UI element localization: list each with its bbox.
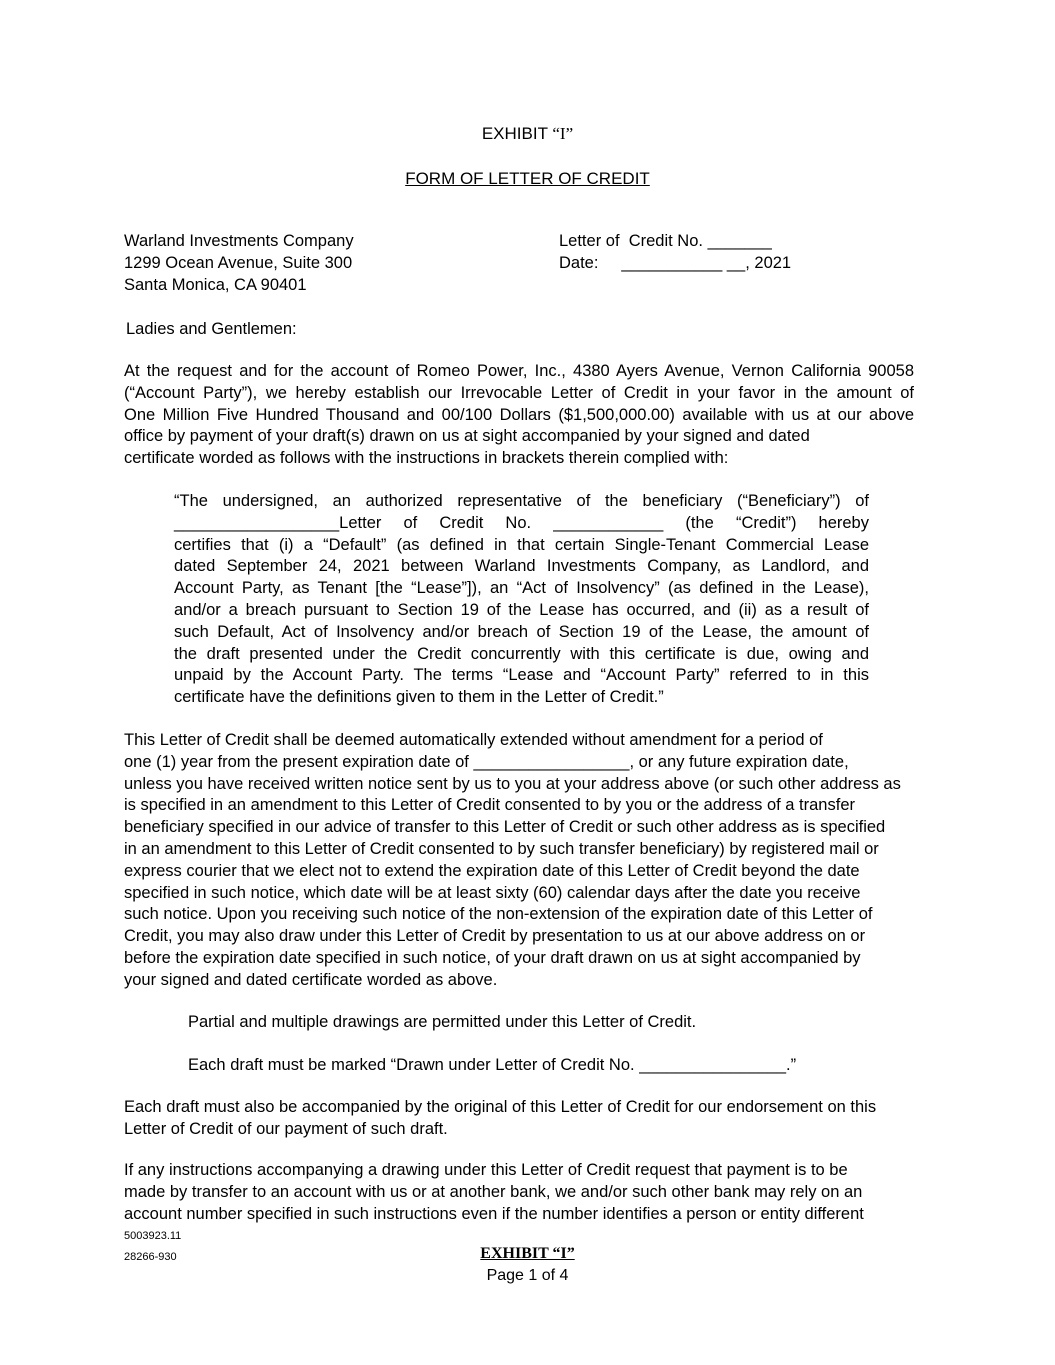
text-line: If any instructions accompanying a drawing under this Letter of Credit request that payment is to be — [124, 1161, 848, 1179]
text-line: certifies that (i) a “Default” (as defined in that certain Single-Tenant Commercial Lease — [174, 535, 869, 554]
text-line: certificate have the definitions given to them in the Letter of Credit.” — [174, 688, 664, 707]
text-line: your signed and dated certificate worded as above. — [124, 970, 498, 989]
text-line: one (1) year from the present expiration date of _________________, or any future expiration date, — [124, 752, 849, 771]
text-line: such Default, Act of Insolvency and/or breach of Section 19 of the Lease, the amount of — [174, 622, 869, 641]
paragraph-endorsement — [124, 1097, 924, 1141]
form-title: FORM OF LETTER OF CREDIT — [405, 169, 650, 188]
text-line: is specified in an amendment to this Letter of Credit consented to by you or the address of a transfer — [124, 796, 855, 815]
footer-matter-number: 28266-930 — [124, 1251, 177, 1263]
text-line: account number specified in such instructions even if the number identifies a person or entity different — [124, 1204, 864, 1223]
text-line: office by payment of your draft(s) drawn on us at sight accompanied by your signed and dated — [124, 427, 810, 446]
letter-date: Date: ___________ __, 2021 — [559, 254, 792, 272]
letter-of-credit-number: Letter of Credit No. _______ — [559, 232, 772, 250]
footer-doc-id: 5003923.11 — [124, 1230, 182, 1242]
text-line: in an amendment to this Letter of Credit consented to by such transfer beneficiary) by registered mail or — [124, 839, 879, 858]
text-line: __________________Letter of Credit No. ____________ (the “Credit”) hereby — [174, 513, 869, 532]
salutation: Ladies and Gentlemen: — [126, 320, 297, 338]
text-line: and/or a breach pursuant to Section 19 of the Lease has occurred, and (ii) as a result of — [174, 600, 869, 619]
paragraph-instructions — [124, 1160, 924, 1225]
address-line-1: Warland Investments Company — [124, 232, 354, 250]
text-line: unless you have received written notice sent by us to you at your address above (or such other address as — [124, 774, 901, 793]
address-line-2: 1299 Ocean Avenue, Suite 300 — [124, 254, 353, 272]
text-line: This Letter of Credit shall be deemed automatically extended without amendment for a period of — [124, 731, 823, 749]
footer-exhibit: EXHIBIT “I” — [480, 1245, 575, 1262]
text-line: before the expiration date specified in such notice, of your draft drawn on us at sight accompanied by — [124, 948, 861, 967]
text-line: Letter of Credit of our payment of such draft. — [124, 1119, 448, 1138]
text-line: Each draft must also be accompanied by the original of this Letter of Credit for our endorsement on this — [124, 1098, 877, 1116]
text-line: One Million Five Hundred Thousand and 00/100 Dollars ($1,500,000.00) available with us at our above — [124, 405, 914, 424]
text-line: beneficiary specified in our advice of transfer to this Letter of Credit or such other address as is specified — [124, 818, 886, 837]
text-line: specified in such notice, which date will be at least sixty (60) calendar days after the date you receive — [124, 883, 861, 902]
text-line: At the request and for the account of Romeo Power, Inc., 4380 Ayers Avenue, Vernon California 90058 — [124, 362, 914, 380]
text-line: express courier that we elect not to extend the expiration date of this Letter of Credit beyond the date — [124, 861, 860, 880]
text-line: made by transfer to an account with us or at another bank, we and/or such other bank may rely on an — [124, 1182, 863, 1201]
exhibit-heading — [0, 124, 1055, 144]
paragraph-request — [124, 361, 914, 470]
text-line: Account Party, as Tenant [the “Lease”]), an “Act of Insolvency” (as defined in the Lease), — [174, 579, 869, 598]
exhibit-letter: “I” — [552, 124, 574, 143]
text-line: certificate worded as follows with the instructions in brackets therein complied with: — [124, 449, 729, 468]
partial-drawings-note: Partial and multiple drawings are permitted under this Letter of Credit. — [188, 1013, 697, 1031]
paragraph-extension — [124, 730, 924, 992]
text-line: “The undersigned, an authorized representative of the beneficiary (“Beneficiary”) of — [174, 492, 869, 510]
draft-marking-note: Each draft must be marked “Drawn under Letter of Credit No. ________________.” — [188, 1056, 797, 1074]
text-line: unpaid by the Account Party. The terms “Lease and “Account Party” referred to in this — [174, 666, 869, 685]
text-line: such notice. Upon you receiving such notice of the non-extension of the expiration date of this Letter of — [124, 905, 873, 924]
footer-page-number: Page 1 of 4 — [486, 1267, 569, 1284]
text-line: (“Account Party”), we hereby establish our Irrevocable Letter of Credit in your favor in the amount of — [124, 383, 914, 402]
text-line: Credit, you may also draw under this Letter of Credit by presentation to us at our above address on or — [124, 927, 866, 946]
text-line: dated September 24, 2021 between Warland Investments Company, as Landlord, and — [174, 557, 869, 576]
certificate-quote — [174, 491, 869, 709]
exhibit-label: EXHIBIT — [481, 124, 548, 143]
text-line: the draft presented under the Credit concurrently with this certificate is due, owing and — [174, 644, 869, 663]
address-line-3: Santa Monica, CA 90401 — [124, 276, 307, 294]
